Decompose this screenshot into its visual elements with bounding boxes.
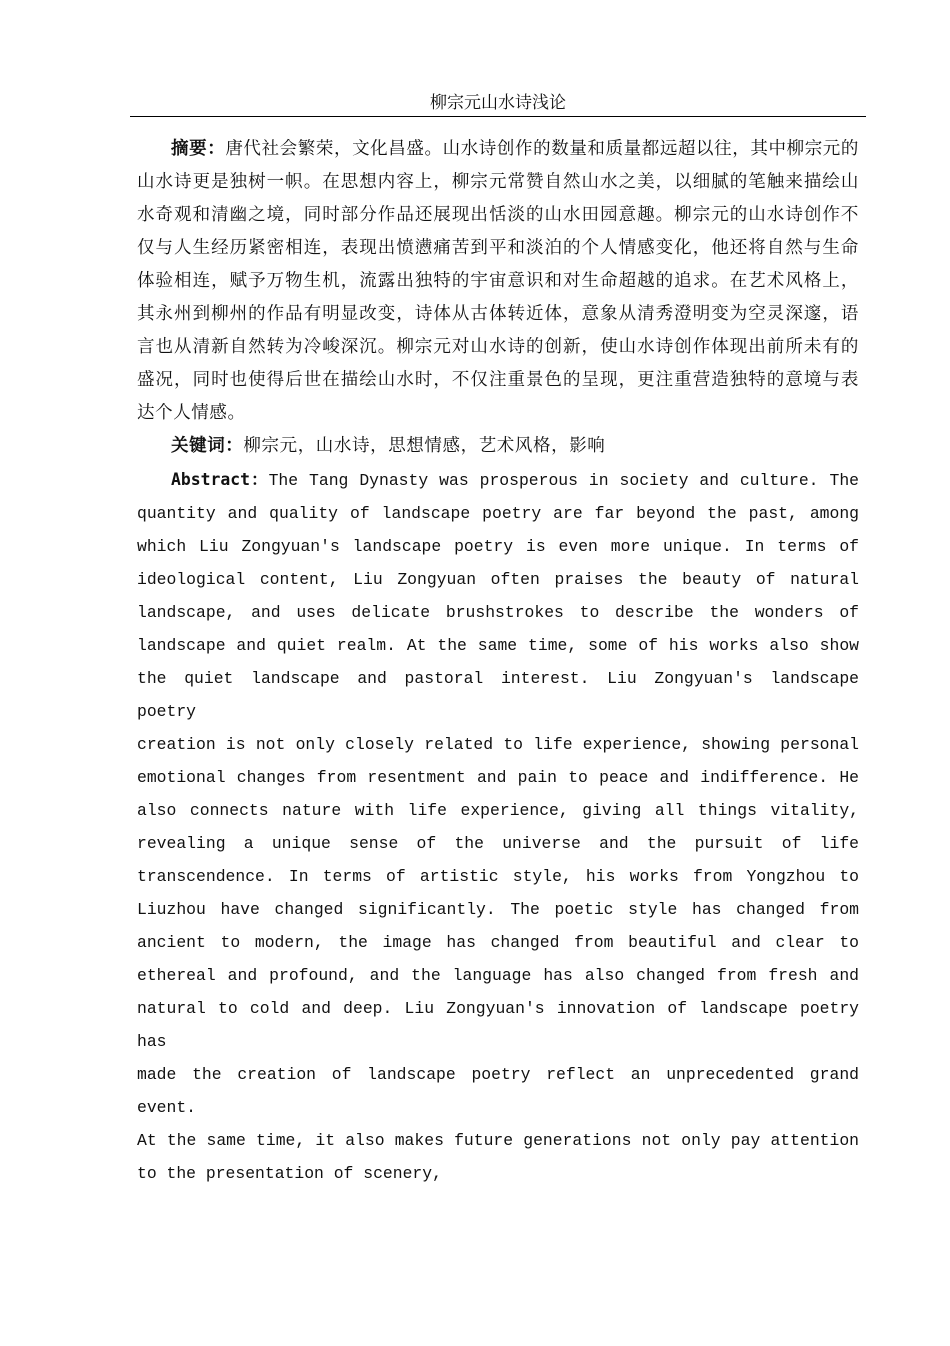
keywords-label-cn: 关键词： <box>171 436 244 456</box>
abstract-line-en: At the same time, it also makes future generations not only pay attention <box>137 1131 859 1150</box>
abstract-line-en: ancient to modern, the image has changed from beautiful and clear to <box>137 933 859 952</box>
abstract-line-en: revealing a unique sense of the universe and the pursuit of life <box>137 834 859 853</box>
english-abstract <box>137 463 859 1190</box>
abstract-line-en: also connects nature with life experience, giving all things vitality, <box>137 801 859 820</box>
abstract-line-en: quantity and quality of landscape poetry are far beyond the past, among <box>137 504 859 523</box>
abstract-text-cn: 唐代社会繁荣，文化昌盛。山水诗创作的数量和质量都远超以往，其中柳宗元的山水诗更是独树一帜。在思想内容上，柳宗元常赞自然山水之美，以细腻的笔触来描绘山水奇观和清幽之境，同时部分作品还展现出恬淡的山水田园意趣。柳宗元的山水诗创作不仅与人生经历紧密相连，表现出愤懑痛苦到平和淡泊的个人情感变化，他还将自然与生命体验相连，赋予万物生机，流露出独特的宇宙意识和对生命超越的追求。在艺术风格上，其永州到柳州的作品有明显改变，诗体从古体转近体，意象从清秀澄明变为空灵深邃，语言也从清新自然转为冷峻深沉。柳宗元对山水诗的创新，使山水诗创作体现出前所未有的盛况，同时也使得后世在描绘山水时，不仅注重景色的呈现，更注重营造独特的意境与表达个人情感。 <box>137 139 859 423</box>
abstract-line-en: to the presentation of scenery, <box>137 1164 442 1183</box>
abstract-label-en: Abstract： <box>171 470 269 489</box>
chinese-abstract <box>137 133 859 430</box>
abstract-line-en: landscape and quiet realm. At the same time, some of his works also show <box>137 636 859 655</box>
abstract-line-en: ideological content, Liu Zongyuan often praises the beauty of natural <box>137 570 859 589</box>
abstract-line-en: made the creation of landscape poetry reflect an unprecedented grand event. <box>137 1065 859 1117</box>
document-body <box>137 133 859 1190</box>
page-header <box>130 92 866 117</box>
abstract-line-en: creation is not only closely related to life experience, showing personal <box>137 735 859 754</box>
abstract-line-en: Liuzhou have changed significantly. The poetic style has changed from <box>137 900 859 919</box>
abstract-line-en: landscape, and uses delicate brushstrokes to describe the wonders of <box>137 603 859 622</box>
keywords-text-cn: 柳宗元，山水诗，思想情感，艺术风格，影响 <box>243 436 606 456</box>
running-title: 柳宗元山水诗浅论 <box>430 93 566 113</box>
abstract-line-en: transcendence. In terms of artistic style, his works from Yongzhou to <box>137 867 859 886</box>
abstract-line-en: the quiet landscape and pastoral interest. Liu Zongyuan's landscape poetry <box>137 669 859 721</box>
abstract-line-en: natural to cold and deep. Liu Zongyuan's innovation of landscape poetry has <box>137 999 859 1051</box>
abstract-line-en: emotional changes from resentment and pain to peace and indifference. He <box>137 768 859 787</box>
abstract-line-en: ethereal and profound, and the language has also changed from fresh and <box>137 966 859 985</box>
abstract-line-en: Abstract：The Tang Dynasty was prosperous in society and culture. The <box>171 470 859 490</box>
chinese-keywords <box>137 430 859 463</box>
abstract-line-en: which Liu Zongyuan's landscape poetry is even more unique. In terms of <box>137 537 859 556</box>
abstract-label-cn: 摘要： <box>171 139 226 159</box>
